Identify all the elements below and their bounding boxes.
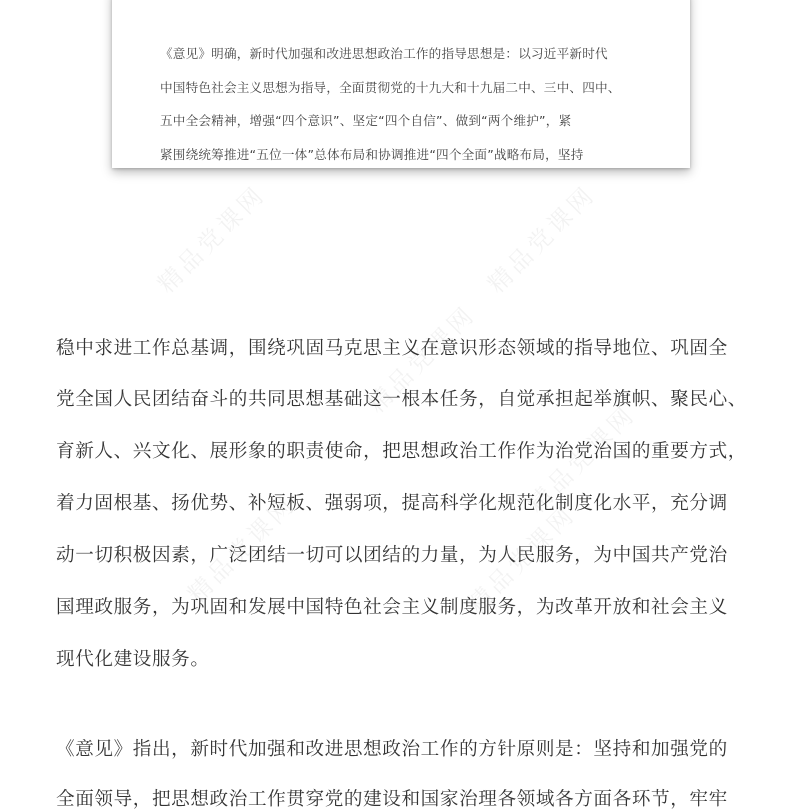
quote-card <box>112 0 690 168</box>
body-line: 育新人、兴文化、展形象的职责使命，把思想政治工作作为治党治国的重要方式， <box>56 441 747 462</box>
body-line: 国理政服务，为巩固和发展中国特色社会主义制度服务，为改革开放和社会主义 <box>56 597 728 618</box>
card-line: 《意见》明确，新时代加强和改进思想政治工作的指导思想是：以习近平新时代 <box>160 46 608 61</box>
body-line: 《意见》指出，新时代加强和改进思想政治工作的方针原则是：坚持和加强党的 <box>56 739 728 760</box>
watermark: 精品党课网 <box>522 399 642 519</box>
body-line: 动一切积极因素，广泛团结一切可以团结的力量，为人民服务，为中国共产党治 <box>56 545 728 566</box>
watermark: 精品党课网 <box>462 499 582 619</box>
body-line: 现代化建设服务。 <box>56 649 210 670</box>
watermark: 精品党课网 <box>182 489 302 609</box>
body-line: 着力固根基、扬优势、补短板、强弱项，提高科学化规范化制度化水平，充分调 <box>56 493 728 514</box>
card-line: 五中全会精神，增强“四个意识”、坚定“四个自信”、做到“两个维护”，紧 <box>160 113 572 128</box>
watermark: 精品党课网 <box>482 179 602 299</box>
card-line: 紧围绕统筹推进“五位一体”总体布局和协调推进“四个全面”战略布局，坚持 <box>160 147 584 162</box>
body-line: 稳中求进工作总基调，围绕巩固马克思主义在意识形态领域的指导地位、巩固全 <box>56 338 728 359</box>
card-line: 中国特色社会主义思想为指导，全面贯彻党的十九大和十九届二中、三中、四中、 <box>160 80 621 95</box>
watermark: 精品党课网 <box>362 299 482 419</box>
watermark: 精品党课网 <box>152 179 272 299</box>
body-line: 全面领导，把思想政治工作贯穿党的建设和国家治理各领域各方面各环节，牢牢 <box>56 789 728 810</box>
body-line: 党全国人民团结奋斗的共同思想基础这一根本任务，自觉承担起举旗帜、聚民心、 <box>56 389 747 410</box>
